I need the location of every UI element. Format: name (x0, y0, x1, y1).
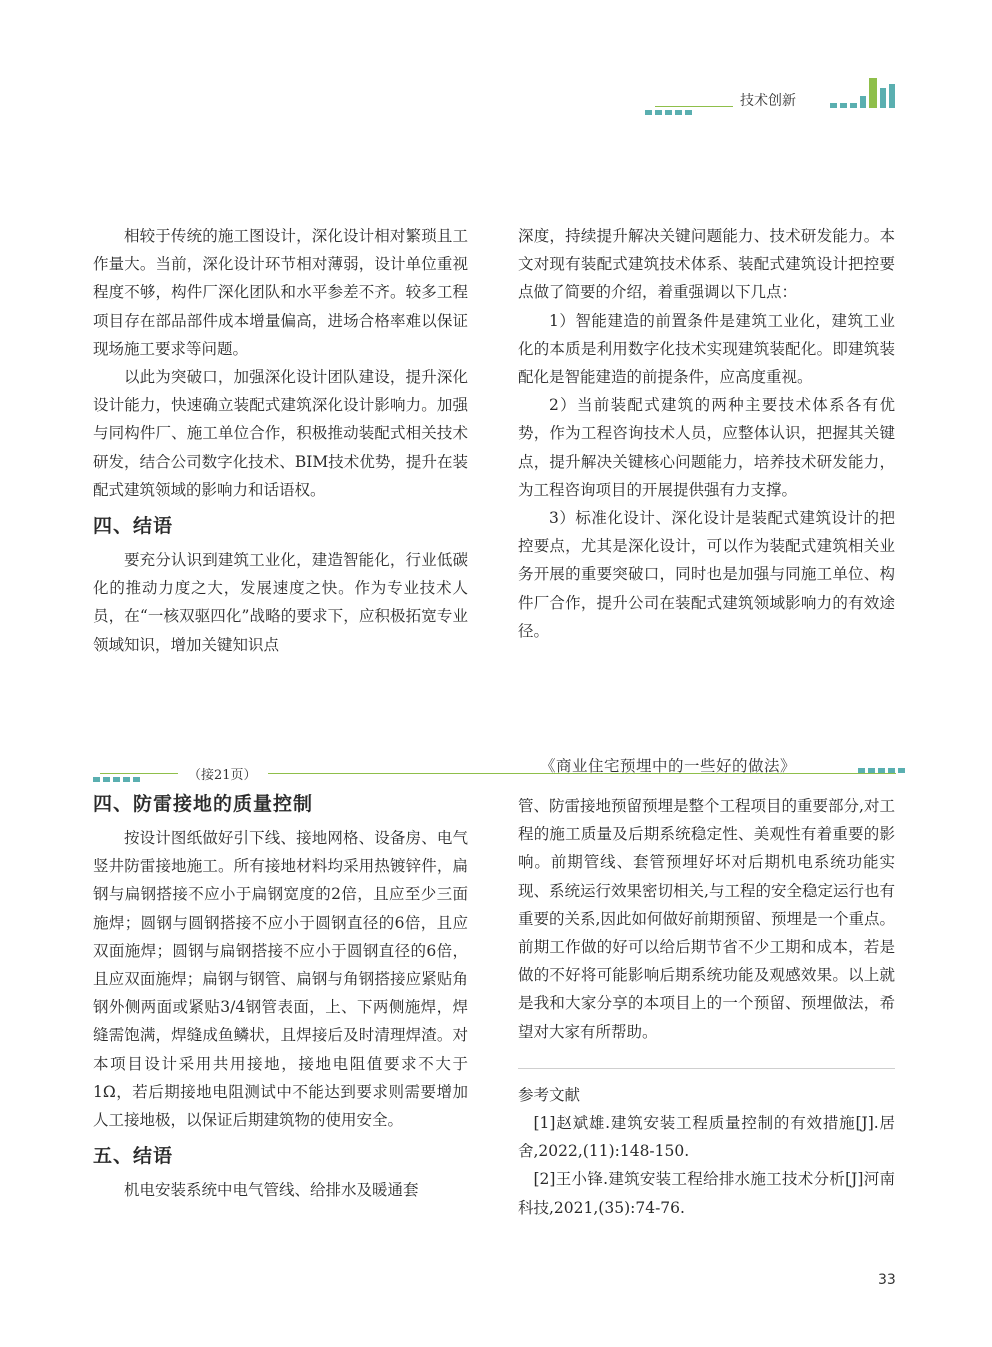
top-left-column (93, 222, 468, 659)
bottom-left-column (93, 790, 468, 1204)
references-separator (518, 1068, 895, 1069)
paragraph: 1）智能建造的前置条件是建筑工业化，建筑工业化的本质是利用数字化技术实现建筑装配化。即建筑装配化是智能建造的前提条件，应高度重视。 (518, 311, 895, 387)
references (518, 1081, 895, 1222)
paragraph: 2）当前装配式建筑的两种主要技术体系各有优势，作为工程咨询技术人员，应整体认识，把握其关键点，提升解决关键核心问题能力，培养技术研发能力，为工程咨询项目的开展提供强有力支撑。 (518, 396, 895, 499)
paragraph: 机电安装系统中电气管线、给排水及暖通套 (124, 1181, 419, 1200)
section-heading: 四、结语 (93, 515, 174, 538)
divider-decor-squares-left (93, 777, 140, 782)
continued-label: （接21页） (188, 768, 257, 783)
paragraph: 按设计图纸做好引下线、接地网格、设备房、电气竖井防雷接地施工。所有接地材料均采用热镀锌件，扁钢与扁钢搭接不应小于扁钢宽度的2倍，且应至少三面施焊；圆钢与圆钢搭接不应小于圆钢直径的6倍，且应双面施焊；圆钢与扁钢搭接不应小于圆钢直径的6倍，且应双面施焊；扁钢与钢管、扁钢与角钢搭接应紧贴角钢外侧两面或紧贴3/4钢管表面，上、下两侧施焊，焊缝需饱满，焊缝成鱼鳞状，且焊接后及时清理焊渣。对本项目设计采用共用接地，接地电阻值要求不大于1Ω，若后期接地电阻测试中不能达到要求则需要增加人工接地极，以保证后期建筑物的使用安全。 (93, 829, 468, 1130)
references-heading: 参考文献 (518, 1085, 581, 1104)
section-heading: 五、结语 (93, 1145, 174, 1168)
header-rule (655, 106, 733, 107)
page-number: 33 (878, 1272, 896, 1288)
section-title: 技术创新 (740, 93, 796, 109)
paragraph: 相较于传统的施工图设计，深化设计相对繁琐且工作量大。当前，深化设计环节相对薄弱，设计单位重视程度不够，构件厂深化团队和水平参差不齐。较多工程项目存在部品部件成本增量偏高，进场合格率难以保证现场施工要求等问题。 (93, 227, 468, 358)
divider-rule-left (100, 773, 178, 774)
paragraph: 管、防雷接地预留预埋是整个工程项目的重要部分,对工程的施工质量及后期系统稳定性、美观性有着重要的影响。前期管线、套管预埋好坏对后期机电系统功能实现、系统运行效果密切相关,与工程的安全稳定运行也有重要的关系,因此如何做好前期预留、预埋是一个重点。前期工作做的好可以给后期节省不少工期和成本，若是做的不好将可能影响后期系统功能及观感效果。以上就是我和大家分享的本项目上的一个预留、预埋做法，希望对大家有所帮助。 (518, 797, 895, 1041)
bottom-right-column (518, 790, 895, 1222)
divider-decor-squares-right (858, 768, 905, 773)
section-heading: 四、防雷接地的质量控制 (93, 793, 314, 815)
top-right-column (518, 222, 895, 645)
paragraph: 要充分认识到建筑工业化，建造智能化，行业低碳化的推动力度之大，发展速度之快。作为专业技术人员，在“一核双驱四化”战略的要求下，应积极拓宽专业领域知识，增加关键知识点 (93, 551, 468, 654)
paragraph: 3）标准化设计、深化设计是装配式建筑设计的把控要点，尤其是深化设计，可以作为装配式建筑相关业务开展的重要突破口，同时也是加强与同施工单位、构件厂合作，提升公司在装配式建筑领域影响力的有效途径。 (518, 509, 895, 640)
paragraph: 以此为突破口，加强深化设计团队建设，提升深化设计能力，快速确立装配式建筑深化设计影响力。加强与同构件厂、施工单位合作，积极推动装配式相关技术研发，结合公司数字化技术、BIM技术优势，提升在装配式建筑领域的影响力和话语权。 (93, 368, 468, 499)
reference-item: [2]王小锋.建筑安装工程给排水施工技术分析[J]河南科技,2021,(35):74-76. (518, 1170, 895, 1217)
article-source-title: 《商业住宅预埋中的一些好的做法》 (540, 757, 797, 775)
header-decor-squares (645, 110, 692, 115)
reference-item: [1]赵斌雄.建筑安装工程质量控制的有效措施[J].居舍,2022,(11):148-150. (518, 1114, 895, 1161)
paragraph: 深度，持续提升解决关键问题能力、技术研发能力。本文对现有装配式建筑技术体系、装配式建筑设计把控要点做了简要的介绍，着重强调以下几点： (518, 227, 895, 302)
header-bar-decor (830, 78, 900, 108)
